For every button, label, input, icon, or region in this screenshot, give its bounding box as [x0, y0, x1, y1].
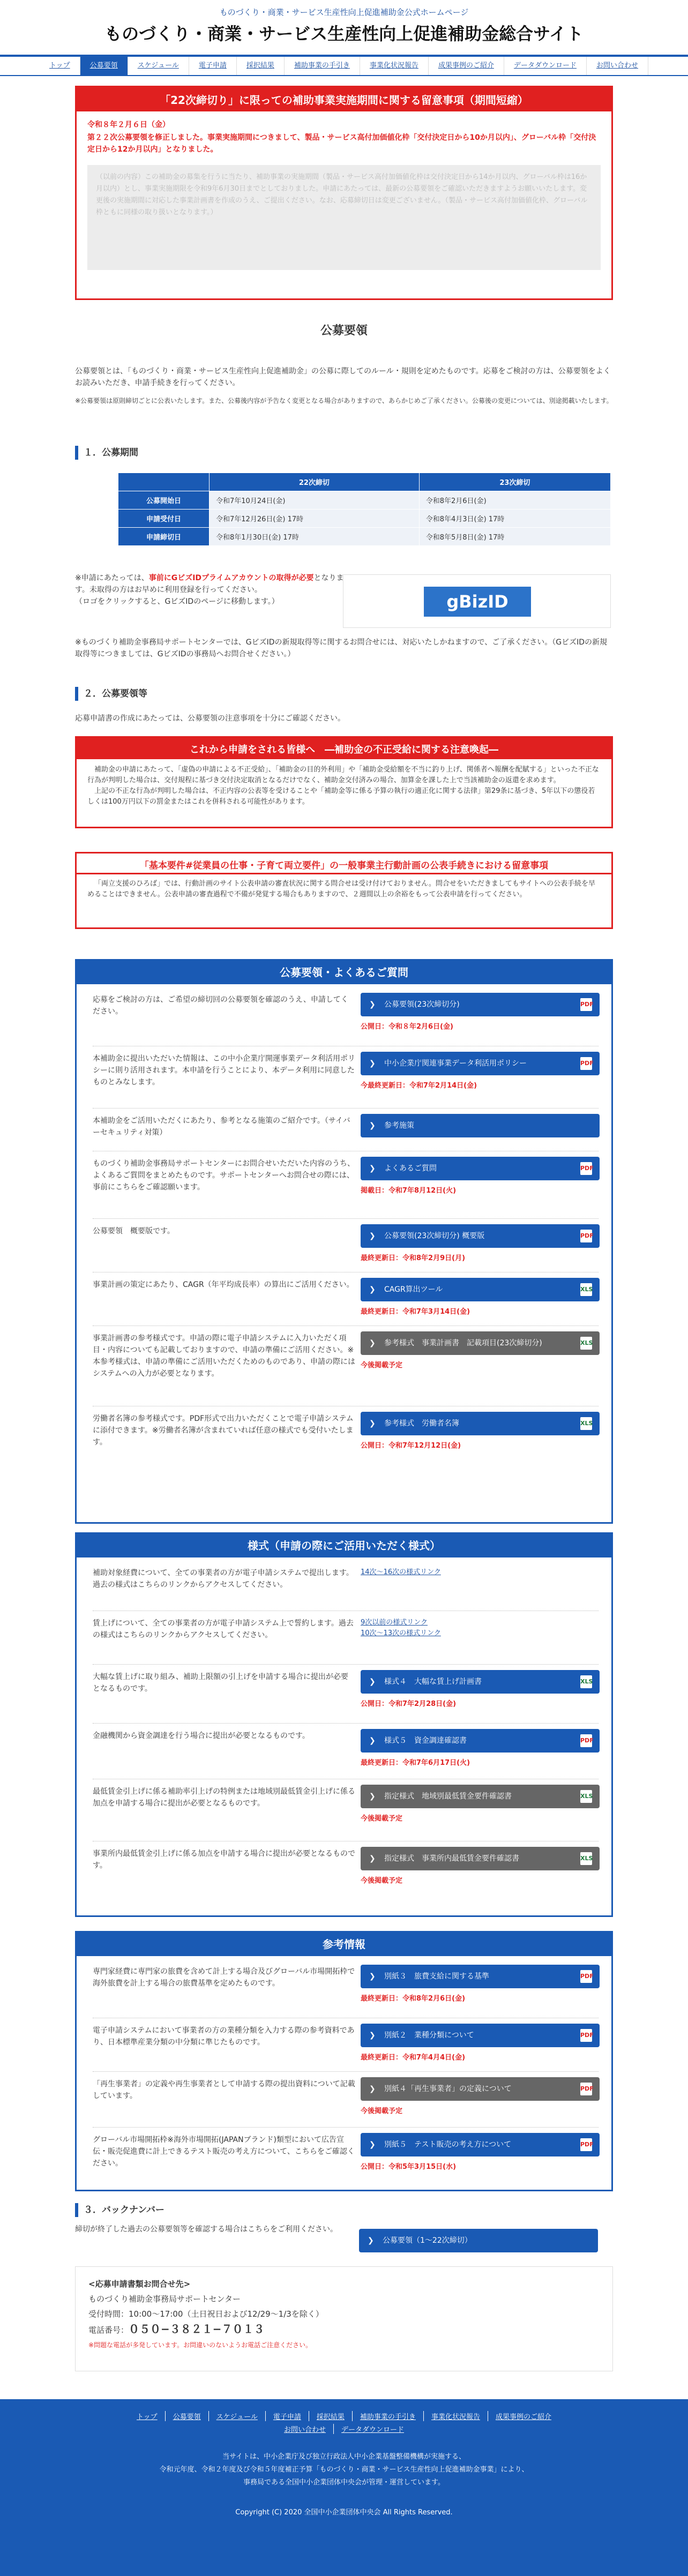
excel-icon: XLS: [580, 1283, 592, 1296]
pdf-icon: PDF: [580, 2029, 592, 2042]
arrow-icon: ❯: [369, 1419, 376, 1428]
arrow-icon: ❯: [369, 1285, 376, 1294]
basic-req-title: 「基本要件#従業員の仕事・子育て両立要件」の一般事業主行動計画の公表手続きにおける留意事項: [75, 852, 613, 874]
contact-box: [75, 2266, 613, 2371]
arrow-icon: ❯: [369, 1972, 376, 1981]
nav-top[interactable]: トップ: [40, 57, 80, 75]
table-cell: 令和7年12月26日(金) 17時: [210, 510, 420, 528]
list-item: [93, 1046, 599, 1109]
notice-body: 第２２次公募要領を修正しました。事業実施期間につきまして、製品・サービス高付加価値化枠「交付決定日から10か月以内」、グローバル枠「交付決定日から12か月以内」となりました。: [87, 133, 596, 154]
nav-schedule[interactable]: スケジュール: [128, 57, 189, 75]
footer-link[interactable]: 電子申請: [266, 2411, 309, 2421]
list-item: [93, 1724, 599, 1779]
form-link[interactable]: 10次〜13次の様式リンク: [361, 1629, 441, 1637]
list-item: [93, 1406, 599, 1471]
arrow-icon: ❯: [369, 1736, 376, 1745]
row-desc: 公募要領 概要版です。: [93, 1227, 175, 1235]
nav-e-application[interactable]: 電子申請: [189, 57, 237, 75]
nav-guide[interactable]: 補助事業の手引き: [285, 57, 360, 75]
row-date: 今後掲載予定: [361, 1361, 403, 1369]
data-policy-button[interactable]: ❯ 中小企業庁関連事業データ利活用ポリシー PDF: [361, 1052, 600, 1075]
arrow-icon: ❯: [369, 1678, 376, 1686]
contact-tel-note: ※問題な電話が多発しています。お問違いのないようお電話ご注意ください。: [88, 2341, 312, 2349]
footer-link[interactable]: 事業化状況報告: [424, 2411, 488, 2421]
row-desc: 電子申請システムにおいて事業者の方の業種分類を入力する際の参考資料であり、日本標準産業分類の中分類に準じたものです。: [93, 2026, 355, 2047]
row-desc: 応募をご検討の方は、ご希望の締切回の公募要領を確認のうえ、申請してください。: [93, 995, 348, 1016]
pdf-icon: PDF: [580, 2083, 592, 2095]
contact-tel-line: [88, 2322, 600, 2338]
koubo-intro: 公募要領とは、「ものづくり・商業・サービス生産性向上促進補助金」の公募に際してのルール・規則を定めたものです。応募をご検討の方は、公募要領をよくお読みいただき、申請手続きを行ってください。: [75, 367, 611, 387]
list-item: [93, 1326, 599, 1406]
koubo-summary-button[interactable]: ❯ 公募要領(23次締切分) 概要版 PDF: [361, 1224, 600, 1248]
list-item: [93, 1561, 599, 1611]
footer-link[interactable]: スケジュール: [209, 2411, 266, 2421]
cagr-tool-button[interactable]: ❯ CAGR算出ツール XLS: [361, 1278, 600, 1301]
arrow-icon: ❯: [369, 1000, 376, 1009]
period-heading: １．公募期間: [75, 446, 138, 460]
footer-link[interactable]: お問い合わせ: [276, 2424, 334, 2434]
contact-hours: 受付時間：10:00〜17:00（土日祝日および12/29〜1/3を除く）: [88, 2309, 324, 2319]
gbiz-note-a: ※申請にあたっては、: [75, 574, 149, 582]
notice-date: 令和８年２月６日（金）: [87, 121, 170, 129]
notice-old-text: （以前の内容）この補助金の募集を行うに当たり、補助事業の実施期間（製品・サービス高付加価値化枠は交付決定日から14か月以内、グローバル枠は16か月以内）とし、事業実施期限を令和9年6月30日までとしておりました。申請にあたっては、最新の公募要領をご確認いただきますようお願いいたします。変更後の実施期間に対応した事業計画書を作成のうえ、ご提出ください。なお、応募締切日は変更ございません。（製品・サービス高付加価値化枠、グローバル枠ともに同様の取り扱いとなります。）: [87, 165, 601, 270]
row-desc: 専門家経費に専門家の旅費を含めて計上する場合及びグローバル市場開拓枠で海外旅費を計上する場合の旅費基準を定めたものです。: [93, 1967, 355, 1988]
pdf-icon: PDF: [580, 1230, 592, 1242]
row-date: 最終更新日：令和7年3月14日(金): [361, 1308, 470, 1316]
nav-cases[interactable]: 成果事例のご紹介: [429, 57, 504, 75]
footer-nav: [0, 2411, 688, 2421]
list-item: [93, 987, 599, 1046]
faq-panel-title: 公募要領・よくあるご質問: [77, 961, 611, 984]
arrow-icon: ❯: [369, 2085, 376, 2093]
youryou-intro: 応募申請書の作成にあたっては、公募要領の注意事項を十分にご確認ください。: [75, 714, 345, 723]
row-date: 今最終更新日：令和7年2月14日(金): [361, 1082, 477, 1090]
form5-button[interactable]: ❯ 様式５ 資金調達確認書 PDF: [361, 1729, 600, 1753]
list-item: [93, 1151, 599, 1219]
period-table: [118, 473, 611, 546]
reference-measures-button[interactable]: ❯ 参考施策: [361, 1114, 600, 1137]
row-date: 公開日：令和5年3月15日(水): [361, 2163, 457, 2171]
pdf-icon: PDF: [580, 1162, 592, 1175]
footer-nav-2: [0, 2424, 688, 2434]
row-desc: 大幅な賃上げに取り組み、補助上限額の引上げを申請する場合に提出が必要となるものです。: [93, 1673, 348, 1693]
contact-tel-label: 電話番号：: [88, 2325, 129, 2335]
nav-results[interactable]: 採択結果: [237, 57, 285, 75]
arrow-icon: ❯: [369, 1854, 376, 1863]
pdf-icon: PDF: [580, 1734, 592, 1747]
table-cell: 令和8年1月30日(金) 17時: [210, 528, 420, 546]
pdf-icon: PDF: [580, 998, 592, 1011]
backnumber-desc: 締切が終了した過去の公募要領等を確認する場合はこちらをご利用ください。: [75, 2225, 338, 2234]
list-item: [93, 2128, 599, 2186]
excel-icon: XLS: [580, 1675, 592, 1688]
list-item: [93, 2072, 599, 2128]
footer-text-3: 事務局である全国中小企業団体中央会が管理・運営しています。: [243, 2478, 445, 2487]
gbiz-support-note: ※ものづくり補助金事務局サポートセンターでは、GビズIDの新規取得等に関するお問合せには、対応いたしかねますので、ご了承ください。（GビズIDの新規取得等につきましては、GビズIDの事務局へお問合せください。）: [75, 638, 607, 658]
fraud-warning-p1: 補助金の申請にあたって、「虚偽の申請による不正受給」、「補助金の目的外利用」や「補助金受給額を不当に釣り上げ、関係者へ報酬を配賦する」といった不正な行為が判明した場合は、交付規程に基づき交付決定取消となるだけでなく、補助金交付済みの場合、加算金を課した上で当該補助金の返還を求めます。: [87, 766, 599, 784]
period-col-23: 23次締切: [419, 473, 610, 491]
fraud-warning-body: [75, 758, 613, 828]
row-desc: 「再生事業者」の定義や再生事業者として申請する際の提出資料について記載しています。: [93, 2080, 355, 2100]
site-title: ものづくり・商業・サービス生産性向上促進補助金総合サイト: [104, 24, 584, 44]
gbiz-note-c: となります。未取得の方はお早めに利用登録を行ってください。: [75, 574, 344, 594]
table-row-label: 公募開始日: [118, 491, 210, 510]
excel-icon: XLS: [580, 1790, 592, 1803]
arrow-icon: ❯: [369, 1232, 376, 1240]
footer-link[interactable]: 採択結果: [309, 2411, 353, 2421]
table-cell: 令和8年4月3日(金) 17時: [419, 510, 610, 528]
row-desc: 事業計画の策定にあたり、CAGR（年平均成長率）の算出にご活用ください。: [93, 1280, 354, 1289]
travel-standard-button[interactable]: ❯ 別紙３ 旅費支給に関する基準 PDF: [361, 1965, 600, 1988]
row-date: 今後掲載予定: [361, 1877, 403, 1885]
nav-data[interactable]: データダウンロード: [504, 57, 587, 75]
worker-roster-button[interactable]: ❯ 参考様式 労働者名簿 XLS: [361, 1412, 600, 1435]
backnumber-heading: ３．バックナンバー: [75, 2203, 164, 2217]
footer: [0, 2399, 688, 2576]
row-desc: 補助対象経費について、全ての事業者の方が電子申請システムで提出します。過去の様式はこちらのリンクからアクセスしてください。: [93, 1569, 354, 1589]
row-date: 最終更新日：令和8年2月9日(月): [361, 1254, 466, 1262]
row-desc: 賃上げについて、全ての事業者の方が電子申請システム上で誓約します。過去の様式はこちらのリンクからアクセスしてください。: [93, 1619, 354, 1639]
pdf-icon: PDF: [580, 1970, 592, 1983]
business-plan-template-button[interactable]: ❯ 参考様式 事業計画書 記載項目(23次締切分) XLS: [361, 1331, 600, 1355]
row-date: 最終更新日：令和8年2月6日(金): [361, 1995, 466, 2003]
global-nav: [0, 55, 688, 76]
fraud-warning-title: これから申請をされる皆様へ ―補助金の不正受給に関する注意喚起―: [75, 736, 613, 759]
arrow-icon: ❯: [369, 1121, 376, 1130]
notice-title: 「22次締切り」に限っての補助事業実施期間に関する留意事項（期間短縮）: [77, 87, 611, 111]
form4-button[interactable]: ❯ 様式４ 大幅な賃上げ計画書 XLS: [361, 1670, 600, 1694]
row-desc: 事業計画書の参考様式です。申請の際に電子申請システムに入力いただく項目・内容についても記載しておりますので、申請の準備にご活用ください。※本参考様式は、申請の準備にご活用いただくためのものであり、申請の際にはシステムへの入力が必要となります。: [93, 1334, 355, 1378]
excel-icon: XLS: [580, 1337, 592, 1350]
row-date: 掲載日：令和7年8月12日(火): [361, 1187, 457, 1195]
min-wage-region-button[interactable]: ❯ 指定様式 地域別最低賃金要件確認書 XLS: [361, 1785, 600, 1808]
gbiz-logo-box: [343, 574, 611, 628]
reference-panel: [75, 1931, 613, 2191]
contact-tel: ０５０−３８２１−７０１３: [129, 2323, 265, 2335]
gbiz-note-emph: 事前にGビズIDプライムアカウントの取得が必要: [148, 574, 314, 582]
list-item: [93, 1272, 599, 1326]
site-subtitle: ものづくり・商業・サービス生産性向上促進補助金公式ホームページ: [219, 8, 469, 17]
link-list: [361, 1618, 441, 1639]
row-date: 最終更新日：令和7年4月4日(金): [361, 2054, 466, 2062]
excel-icon: XLS: [580, 1417, 592, 1430]
table-cell: 令和7年10月24日(金): [210, 491, 420, 510]
link-list: [361, 1567, 441, 1578]
forms-panel-title: 様式（申請の際にご活用いただく様式）: [77, 1534, 611, 1557]
basic-req-body: [75, 873, 613, 929]
row-desc: ものづくり補助金事務局サポートセンターにお問合せいただいた内容のうち、よくあるご質問をまとめたものです。サポートセンターへお問合せの際には、事前にこちらをご確認願います。: [93, 1159, 355, 1192]
footer-link[interactable]: 成果事例のご紹介: [495, 2413, 551, 2421]
period-col-blank: [118, 473, 210, 491]
table-cell: 令和8年2月6日(金): [419, 491, 610, 510]
footer-link[interactable]: 公募要領: [166, 2411, 209, 2421]
list-item: [93, 1109, 599, 1151]
koubo-note: ※公募要領は原則締切ごとに公表いたします。また、公募後内容が予告なく変更となる場合がありますので、あらかじめご了承ください。公募後の変更については、別途掲載いたします。: [75, 397, 613, 405]
gbiz-note-d: （ロゴをクリックすると、GビズIDのページに移動します。）: [75, 597, 279, 606]
koubo-heading: 公募要領: [320, 324, 368, 338]
form-link[interactable]: 9次以前の様式リンク: [361, 1619, 428, 1627]
arrow-icon: ❯: [369, 1059, 376, 1068]
arrow-icon: ❯: [368, 2236, 374, 2245]
row-desc: 労働者名簿の参考様式です。PDF形式で出力いただくことで電子申請システムに添付できます。※労働者名簿が含まれていれば任意の様式でも受付いたします。: [93, 1414, 354, 1447]
excel-icon: XLS: [580, 1852, 592, 1865]
footer-link[interactable]: 補助事業の手引き: [353, 2411, 424, 2421]
reference-panel-title: 参考情報: [77, 1933, 611, 1956]
nav-koubo[interactable]: 公募要領: [80, 57, 128, 75]
arrow-icon: ❯: [369, 1792, 376, 1801]
footer-text-2: 令和元年度、令和２年度及び令和５年度補正予算「ものづくり・商業・サービス生産性向上促進補助金事業」により、: [159, 2466, 529, 2474]
table-row-label: 申請受付日: [118, 510, 210, 528]
row-desc: 金融機関から資金調達を行う場合に提出が必要となるものです。: [93, 1732, 310, 1740]
koubo-youryou-23-button[interactable]: ❯ 公募要領(23次締切分) PDF: [361, 993, 600, 1016]
backnumber-button[interactable]: ❯ 公募要領（1〜22次締切）: [359, 2229, 598, 2252]
footer-link[interactable]: データダウンロード: [341, 2426, 405, 2434]
list-item: [93, 1611, 599, 1665]
arrow-icon: ❯: [369, 1164, 376, 1173]
row-date: 今後掲載予定: [361, 2107, 403, 2115]
footer-text-1: 当サイトは、中小企業庁及び独立行政法人中小企業基盤整備機構が実施する、: [222, 2453, 466, 2461]
forms-panel: [75, 1532, 613, 1917]
period-notice: [75, 86, 613, 300]
pdf-icon: PDF: [580, 1057, 592, 1070]
revival-business-button[interactable]: ❯ 別紙４「再生事業者」の定義について PDF: [361, 2077, 600, 2101]
nav-report[interactable]: 事業化状況報告: [360, 57, 429, 75]
list-item: [93, 1219, 599, 1272]
min-wage-office-button[interactable]: ❯ 指定様式 事業所内最低賃金要件確認書 XLS: [361, 1847, 600, 1870]
arrow-icon: ❯: [369, 1339, 376, 1347]
form-link[interactable]: 14次〜16次の様式リンク: [361, 1568, 441, 1576]
fraud-warning-p2: 上記の不正な行為が判明した場合は、不正内容の公表等を受けることや「補助金等に係る予算の執行の適正化に関する法律」第29条に基づき、5年以下の懲役若しくは100万円以下の罰金またはこれを併科される可能性があります。: [87, 787, 595, 806]
row-desc: 本補助金をご活用いただくにあたり、参考となる施策のご紹介です。（サイバーセキュリティ対策）: [93, 1117, 350, 1137]
basic-req-text: 「両立支援のひろば」では、行動計画のサイト公表申請の審査状況に関する問合せは受け付けておりません。問合せをいただきましてもサイトへの公表手続を早めることはできません。公表申請の審査過程で不備が発覚する場合もありますので、２週間以上の余裕をもって公表申請を行ってください。: [87, 880, 595, 898]
footer-link[interactable]: トップ: [129, 2411, 166, 2421]
row-date: 公開日：令和7年12月12日(金): [361, 1442, 461, 1450]
test-sales-button[interactable]: ❯ 別紙５ テスト販売の考え方について PDF: [361, 2133, 600, 2156]
list-item: [93, 1665, 599, 1724]
contact-name: ものづくり補助金事務局サポートセンター: [88, 2294, 241, 2304]
list-item: [93, 2018, 599, 2072]
table-row-label: 申請締切日: [118, 528, 210, 546]
row-date: 公開日：令和7年2月28日(金): [361, 1700, 457, 1708]
table-cell: 令和8年5月8日(金) 17時: [419, 528, 610, 546]
pdf-icon: PDF: [580, 2138, 592, 2151]
row-date: 最終更新日：令和7年6月17日(火): [361, 1759, 470, 1767]
arrow-icon: ❯: [369, 2140, 376, 2149]
youryou-heading: ２．公募要領等: [75, 687, 147, 701]
arrow-icon: ❯: [369, 2031, 376, 2040]
contact-title: <応募申請書類お問合せ先>: [88, 2279, 191, 2289]
gbiz-note: [75, 572, 354, 608]
nav-contact[interactable]: お問い合わせ: [587, 57, 648, 75]
list-item: [93, 1959, 599, 2018]
industry-class-button[interactable]: ❯ 別紙２ 業種分類について PDF: [361, 2024, 600, 2047]
row-date: 今後掲載予定: [361, 1815, 403, 1823]
gbiz-logo[interactable]: gBizID: [424, 587, 531, 617]
list-item: [93, 1779, 599, 1841]
row-desc: グローバル市場開拓枠※海外市場開拓(JAPANブランド)類型において広告宣伝・販売促進費に計上できるテスト販売の考え方について、こちらをご確認ください。: [93, 2136, 355, 2168]
row-desc: 本補助金に提出いただいた情報は、この中小企業庁開運事業データ利活用ポリシーに則り活用されます。本申請を行うことにより、本データ利用に同意したものとみなします。: [93, 1054, 355, 1087]
row-desc: 事業所内最低賃金引上げに係る加点を申請する場合に提出が必要となるものです。: [93, 1849, 355, 1870]
row-date: 公開日：令和８年2月6日(金): [361, 1023, 453, 1031]
period-col-22: 22次締切: [210, 473, 420, 491]
faq-button[interactable]: ❯ よくあるご質問 PDF: [361, 1157, 600, 1180]
row-desc: 最低賃金引上げに係る補助率引上げの特例または地域別最低賃金引上げに係る加点を申請する場合に提出が必要となるものです。: [93, 1787, 355, 1808]
list-item: [93, 1841, 599, 1900]
faq-panel: [75, 959, 613, 1524]
footer-text: [0, 2451, 688, 2489]
copyright: Copyright (C) 2020 全国中小企業団体中央会 All Rights Reserved.: [235, 2508, 453, 2517]
